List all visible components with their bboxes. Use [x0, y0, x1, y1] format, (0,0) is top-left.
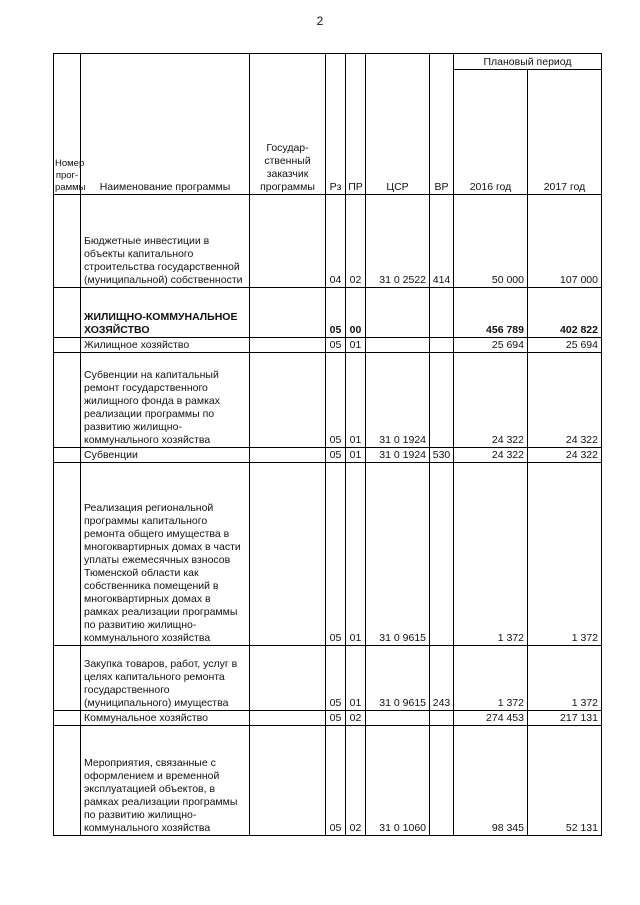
- csr-cell: [366, 288, 430, 338]
- col-pr-header: ПР: [346, 54, 366, 195]
- csr-cell: 31 0 9615: [366, 463, 430, 646]
- pr-cell: 01: [346, 646, 366, 711]
- csr-cell: 31 0 1060: [366, 726, 430, 836]
- vr-cell: [430, 711, 454, 726]
- rz-cell: 05: [326, 288, 346, 338]
- vr-cell: 530: [430, 448, 454, 463]
- amount-2017: 52 131: [528, 726, 602, 836]
- amount-2017: 107 000: [528, 195, 602, 288]
- pr-cell: 02: [346, 726, 366, 836]
- vr-cell: 414: [430, 195, 454, 288]
- amount-2016: 1 372: [454, 463, 528, 646]
- year-2017-header: 2017 год: [528, 70, 602, 195]
- year-2016-header: 2016 год: [454, 70, 528, 195]
- program-name: Закупка товаров, работ, услуг в целях капитального ремонта государственного (муниципального) имущества: [81, 646, 250, 711]
- table-row: [54, 463, 602, 646]
- rz-cell: 05: [326, 463, 346, 646]
- table-row: [54, 353, 602, 448]
- vr-cell: 243: [430, 646, 454, 711]
- pr-cell: 01: [346, 353, 366, 448]
- col-vr-header: ВР: [430, 54, 454, 195]
- table-row: [54, 711, 602, 726]
- vr-cell: [430, 338, 454, 353]
- amount-2016: 25 694: [454, 338, 528, 353]
- col-csr-header: ЦСР: [366, 54, 430, 195]
- vr-cell: [430, 726, 454, 836]
- amount-2017: 24 322: [528, 353, 602, 448]
- rz-cell: 05: [326, 646, 346, 711]
- pr-cell: 02: [346, 711, 366, 726]
- vr-cell: [430, 463, 454, 646]
- col-rz-header: Рз: [326, 54, 346, 195]
- program-name: Бюджетные инвестиции в объекты капитального строительства государственной (муниципальной) собственности: [81, 195, 250, 288]
- budget-table: [53, 53, 602, 836]
- amount-2017: 402 822: [528, 288, 602, 338]
- col-customer-header: Государ-ственный заказчик программы: [250, 54, 326, 195]
- rz-cell: 04: [326, 195, 346, 288]
- csr-cell: 31 0 1924: [366, 353, 430, 448]
- rz-cell: 05: [326, 448, 346, 463]
- table-row: [54, 288, 602, 338]
- vr-cell: [430, 288, 454, 338]
- rz-cell: 05: [326, 338, 346, 353]
- csr-cell: [366, 338, 430, 353]
- table-row: [54, 338, 602, 353]
- col-number-header: Номер прог-раммы: [54, 54, 81, 195]
- page-number: 2: [316, 14, 324, 28]
- csr-cell: 31 0 9615: [366, 646, 430, 711]
- pr-cell: 01: [346, 338, 366, 353]
- table-row: [54, 448, 602, 463]
- amount-2016: 24 322: [454, 448, 528, 463]
- pr-cell: 01: [346, 448, 366, 463]
- pr-cell: 01: [346, 463, 366, 646]
- amount-2017: 1 372: [528, 463, 602, 646]
- program-name: ЖИЛИЩНО-КОММУНАЛЬНОЕ ХОЗЯЙСТВО: [81, 288, 250, 338]
- amount-2016: 24 322: [454, 353, 528, 448]
- program-name: Субвенции на капитальный ремонт государственного жилищного фонда в рамках реализации программы по развитию жилищно-коммунального хозяйства: [81, 353, 250, 448]
- amount-2017: 25 694: [528, 338, 602, 353]
- program-name: Коммунальное хозяйство: [81, 711, 250, 726]
- csr-cell: 31 0 2522: [366, 195, 430, 288]
- rz-cell: 05: [326, 353, 346, 448]
- program-name: Мероприятия, связанные с оформлением и временной эксплуатацией объектов, в рамках реализации программы по развитию жилищно-коммунального хозяйства: [81, 726, 250, 836]
- rz-cell: 05: [326, 711, 346, 726]
- amount-2016: 1 372: [454, 646, 528, 711]
- table-row: [54, 646, 602, 711]
- csr-cell: [366, 711, 430, 726]
- pr-cell: 00: [346, 288, 366, 338]
- program-name: Субвенции: [81, 448, 250, 463]
- amount-2016: 274 453: [454, 711, 528, 726]
- amount-2016: 50 000: [454, 195, 528, 288]
- planned-period-header: Плановый период: [454, 54, 602, 70]
- amount-2016: 456 789: [454, 288, 528, 338]
- vr-cell: [430, 353, 454, 448]
- table-row: [54, 195, 602, 288]
- pr-cell: 02: [346, 195, 366, 288]
- csr-cell: 31 0 1924: [366, 448, 430, 463]
- program-name: Жилищное хозяйство: [81, 338, 250, 353]
- amount-2017: 217 131: [528, 711, 602, 726]
- col-name-header: Наименование программы: [81, 54, 250, 195]
- amount-2016: 98 345: [454, 726, 528, 836]
- amount-2017: 1 372: [528, 646, 602, 711]
- program-name: Реализация региональной программы капитального ремонта общего имущества в многоквартирных домах в части уплаты ежемесячных взносов Тюменской области как собственника помещений в многоквартирных домах в рамках реализации программы по развитию жилищно-коммунального хозяйства: [81, 463, 250, 646]
- table-row: [54, 726, 602, 836]
- amount-2017: 24 322: [528, 448, 602, 463]
- rz-cell: 05: [326, 726, 346, 836]
